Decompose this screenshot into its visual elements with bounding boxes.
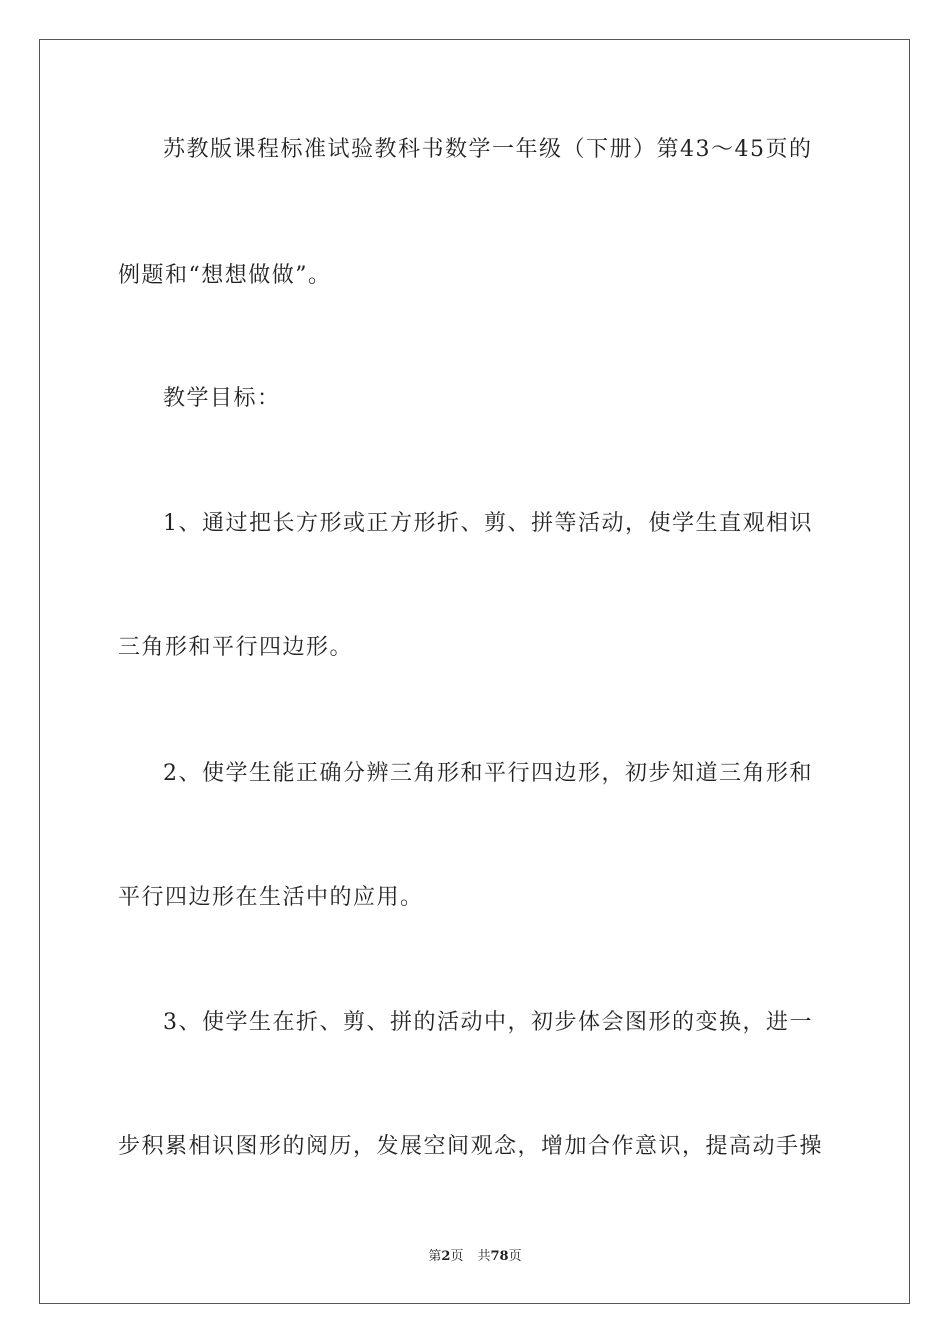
paragraph-line: 苏教版课程标准试验教科书数学一年级（下册）第43～45页的 xyxy=(163,137,813,162)
page-prefix: 第 xyxy=(428,1249,442,1264)
paragraph-line: 2、使学生能正确分辨三角形和平行四边形，初步知道三角形和 xyxy=(163,761,813,786)
page-frame xyxy=(39,39,910,1304)
page-footer xyxy=(0,1248,950,1266)
paragraph-line: 例题和“想想做做”。 xyxy=(118,263,332,288)
paragraph-line: 3、使学生在折、剪、拼的活动中，初步体会图形的变换，进一 xyxy=(163,1010,813,1035)
paragraph-line: 1、通过把长方形或正方形折、剪、拼等活动，使学生直观相识 xyxy=(163,511,813,536)
total-pages: 78 xyxy=(490,1249,509,1264)
page-suffix: 页 xyxy=(450,1249,464,1264)
total-suffix: 页 xyxy=(508,1249,522,1264)
section-heading: 教学目标： xyxy=(163,386,281,411)
paragraph-line: 步积累相识图形的阅历，发展空间观念，增加合作意识，提高动手操 xyxy=(118,1134,824,1159)
total-prefix: 共 xyxy=(477,1249,491,1264)
paragraph-line: 平行四边形在生活中的应用。 xyxy=(118,885,424,910)
paragraph-line: 三角形和平行四边形。 xyxy=(118,635,354,660)
page-number: 2 xyxy=(441,1249,451,1264)
